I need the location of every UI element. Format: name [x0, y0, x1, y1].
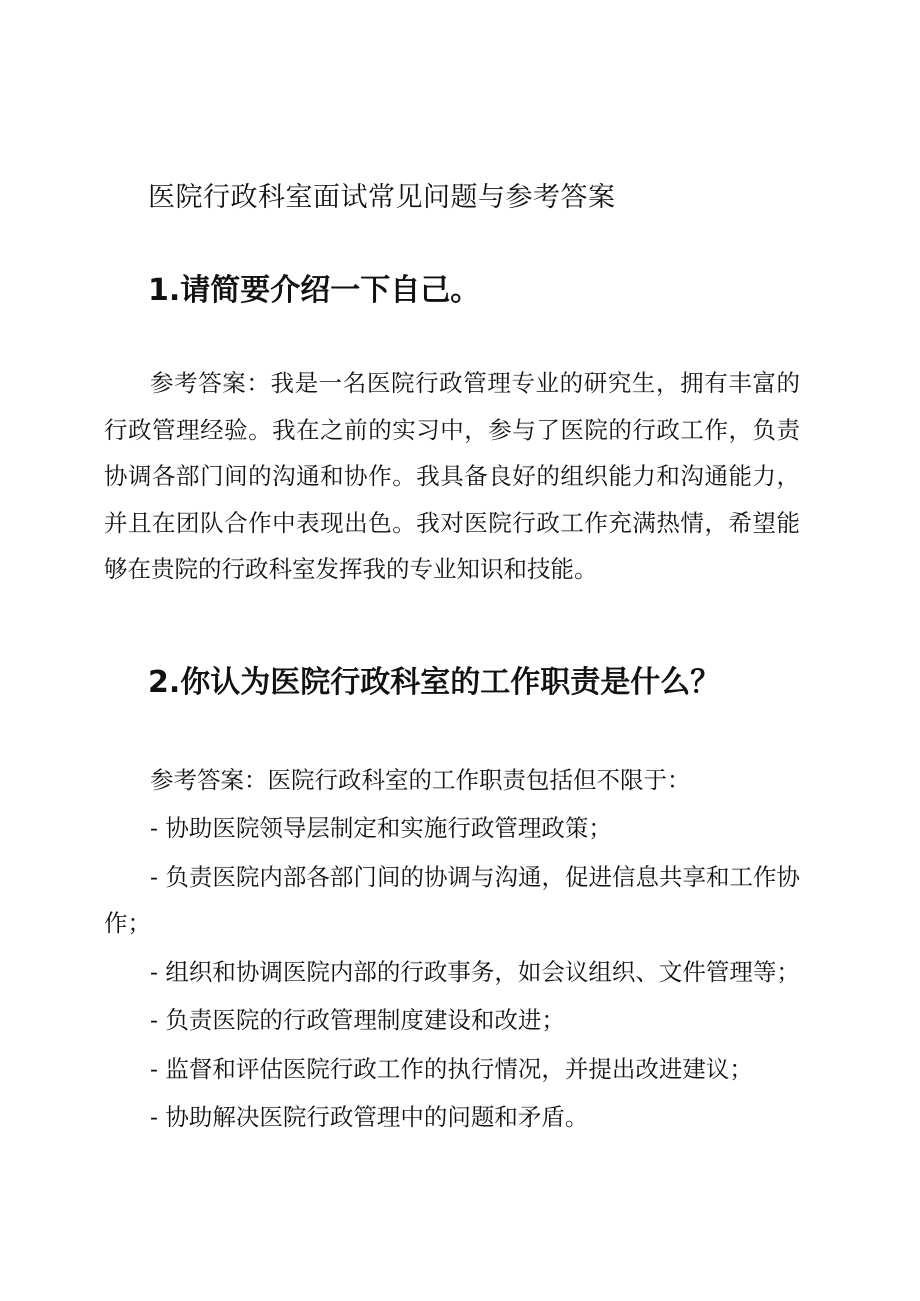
duty-list-item: - 组织和协调医院内部的行政事务，如会议组织、文件管理等；: [150, 957, 800, 986]
question-1-answer: 参考答案：我是一名医院行政管理专业的研究生，拥有丰富的行政管理经验。我在之前的实习中，参与了医院的行政工作，负责协调各部门间的沟通和协作。我具备良好的组织能力和沟通能力，并且在团队合作中表现出色。我对医院行政工作充满热情，希望能够在贵院的行政科室发挥我的专业知识和技能。: [104, 369, 800, 583]
duty-list-item: - 协助医院领导层制定和实施行政管理政策；: [150, 814, 612, 842]
question-2-heading: 2.你认为医院行政科室的工作职责是什么？: [148, 665, 721, 700]
duty-list-item: - 监督和评估医院行政工作的执行情况，并提出改进建议；: [150, 1054, 753, 1083]
question-1-heading: 1.请简要介绍一下自己。: [148, 273, 481, 308]
document-title: 医院行政科室面试常见问题与参考答案: [148, 182, 616, 213]
duty-list-item: - 负责医院的行政管理制度建设和改进；: [150, 1006, 565, 1034]
question-2-duty-list: [104, 805, 800, 1143]
duty-list-item: - 协助解决医院行政管理中的问题和矛盾。: [150, 1103, 589, 1131]
question-2-answer-intro: 参考答案：医院行政科室的工作职责包括但不限于：: [150, 766, 691, 794]
duty-list-item: - 负责医院内部各部门间的协调与沟通，促进信息共享和工作协作；: [104, 862, 800, 937]
